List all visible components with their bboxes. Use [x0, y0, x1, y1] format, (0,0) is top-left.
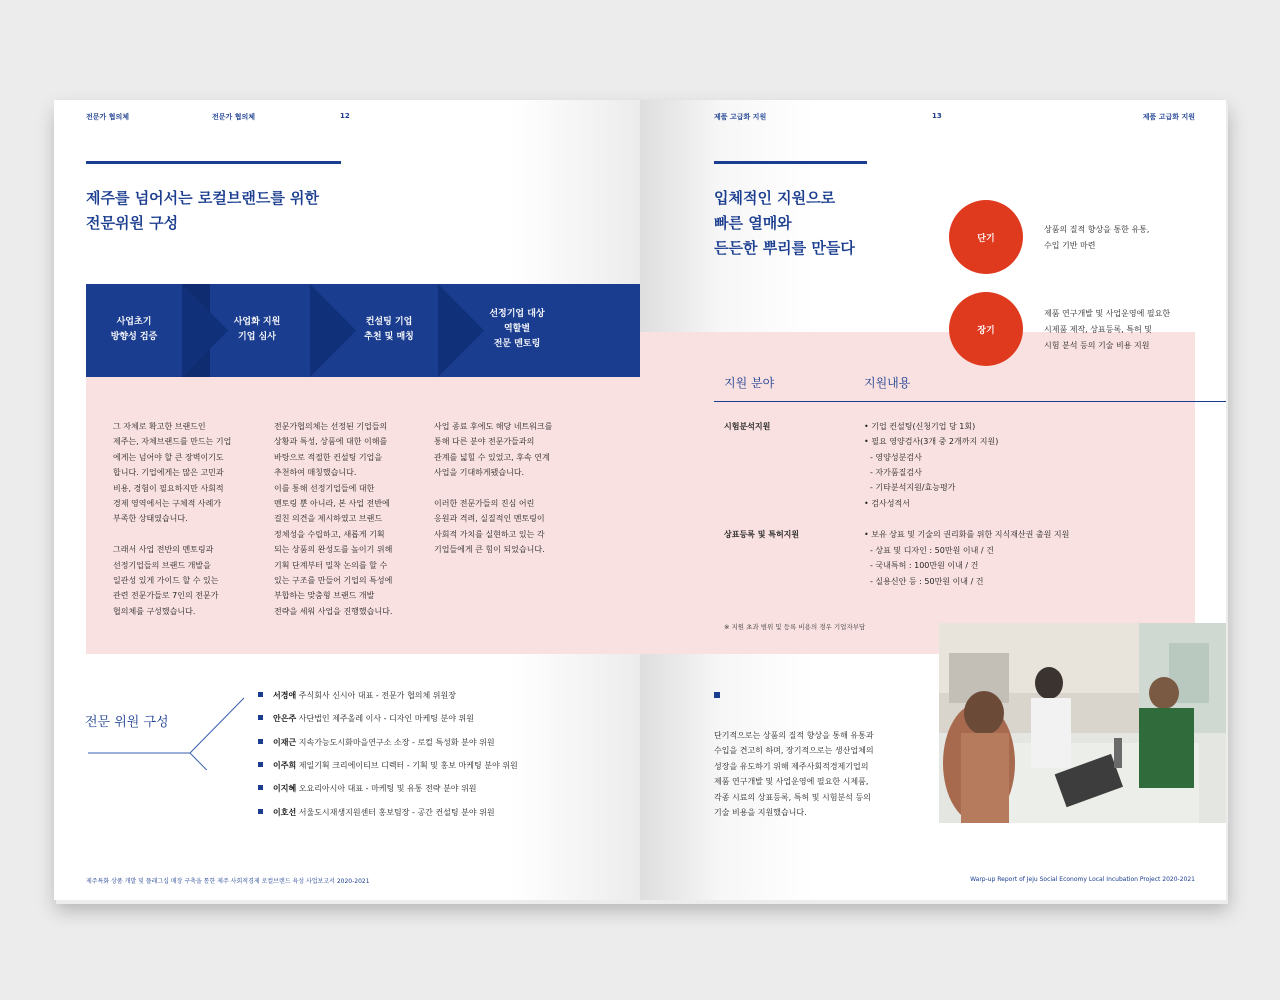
- member-desc: 서울도시재생지원센터 홍보팀장 - 공간 컨설팅 분야 위원: [298, 808, 495, 817]
- long-term-circle: 장기: [949, 292, 1023, 366]
- member-name: 이지혜: [273, 784, 297, 793]
- body-bullet: [714, 692, 720, 698]
- table-head-field: 지원 분야: [724, 376, 775, 390]
- process-step-3-line2: 추천 및 매칭: [364, 332, 414, 342]
- support-item: - 상표 및 디자인 : 50만원 이내 / 건: [870, 546, 994, 555]
- member-bullet: [258, 692, 263, 697]
- member-bullet: [258, 762, 263, 767]
- short-term-text: 상품의 질적 향상을 통한 유통, 수입 기반 마련: [1044, 225, 1150, 250]
- process-step-2-line1: 사업화 지원: [233, 317, 281, 327]
- meeting-photo: [939, 623, 1226, 823]
- member-item: [258, 713, 474, 724]
- process-step-4: [462, 307, 572, 352]
- member-bullet: [258, 715, 263, 720]
- member-item: [258, 690, 456, 701]
- process-step-4-line2: 역할별: [503, 324, 531, 334]
- left-footer: 제주특화 상품 개발 및 플래그십 매장 구축을 통한 제주 사회적경제 로컬브랜드 육성 사업보고서 2020-2021: [86, 878, 370, 885]
- members-title: 전문 위원 구성: [85, 715, 169, 730]
- long-term-text: 제품 연구개발 및 사업운영에 필요한 시제품 제작, 상표등록, 특허 및 시험 분석 등의 기술 비용 지원: [1044, 309, 1171, 350]
- table-head-content: 지원내용: [864, 376, 911, 390]
- process-step-2: [202, 315, 312, 345]
- member-bullet: [258, 739, 263, 744]
- process-flow: [86, 284, 714, 377]
- member-desc: 제일기획 크리에이티브 디렉터 - 기획 및 홍보 마케팅 분야 위원: [298, 761, 518, 770]
- support-item: - 국내특허 : 100만원 이내 / 건: [870, 561, 979, 570]
- left-header-section-mid: 전문가 협의체: [212, 113, 256, 121]
- process-step-3-line1: 컨설팅 기업: [365, 317, 413, 327]
- support-item: • 기업 컨설팅(신청기업 당 1회): [864, 422, 976, 431]
- member-name: 이주희: [273, 761, 297, 770]
- right-title-line3: 든든한 뿌리를 만들다: [714, 239, 855, 257]
- right-page-number: 13: [932, 112, 942, 120]
- support-category: 시험분석지원: [724, 422, 771, 431]
- process-step-3: [334, 315, 444, 345]
- member-desc: 지속가능도시화마을연구소 소장 - 로컬 특성화 분야 위원: [298, 738, 495, 747]
- process-step-4-line3: 전문 멘토링: [493, 339, 541, 349]
- support-category: 상표등록 및 특허지원: [724, 530, 800, 539]
- member-item: [258, 737, 495, 748]
- support-item: - 실용신안 등 : 50만원 이내 / 건: [870, 577, 984, 586]
- support-note: ※ 지원 초과 범위 및 등록 비용의 경우 기업자부담: [724, 623, 866, 631]
- right-title: [714, 186, 855, 261]
- process-step-4-line1: 선정기업 대상: [489, 309, 545, 319]
- left-column-1: 그 자체로 확고한 브랜드인 제주는, 자체브랜드를 만드는 기업 에게는 넘어야 할 큰 장벽이기도 합니다. 기업에게는 많은 고민과 비용, 경험이 필요하지만 사회적 경제 영역에서는 구체적 사례가 부족한 상태였습니다. 그래서 사업 전반의 멘토링과 선정기업들의 브랜드 개발을 일관성 있게 가이드 할 수 있는 관련 전문가들로 7인의 전문가 협의체를 구성했습니다.: [113, 422, 232, 616]
- short-term-circle: 단기: [949, 200, 1023, 274]
- left-column-2: 전문가협의체는 선정된 기업들의 상황과 특성, 상품에 대한 이해를 바탕으로 적절한 컨설팅 기업을 추천하여 매칭했습니다. 이를 통해 선정기업들에 대한 멘토링 뿐 아니라, 본 사업 전반에 걸친 의견을 제시하였고 브랜드 정체성을 수립하고, 새롭게 기획 되는 상품의 완성도를 높이기 위해 기획 단계부터 밀착 논의를 할 수 있는 구조를 만들어 기업의 특성에 부합하는 맞춤형 브랜드 개발 전략을 세워 사업을 진행했습니다.: [274, 422, 393, 616]
- left-column-3: 사업 종료 후에도 해당 네트워크를 통해 다른 분야 전문가들과의 관계를 넓힐 수 있었고, 후속 연계 사업을 기대하게됐습니다. 이러한 전문가들의 진심 어린 응원과 격려, 실질적인 멘토링이 사회적 가치를 실현하고 있는 각 기업들에게 큰 힘이 되었습니다.: [434, 422, 553, 555]
- member-desc: 사단법인 제주올레 이사 - 디자인 마케팅 분야 위원: [298, 714, 474, 723]
- right-header-section-right: 제품 고급화 지원: [1142, 113, 1195, 121]
- member-name: 서경애: [273, 691, 297, 700]
- support-item: • 필요 영양검사(3개 중 2개까지 지원): [864, 437, 999, 446]
- member-name: 안은주: [273, 714, 297, 723]
- process-step-2-line2: 기업 심사: [238, 332, 276, 342]
- meeting-photo-illustration: [939, 623, 1226, 823]
- members-bracket: [86, 690, 246, 770]
- member-desc: 주식회사 신시아 대표 - 전문가 협의체 위원장: [298, 691, 456, 700]
- left-title-bar: [86, 161, 341, 164]
- member-item: [258, 760, 518, 771]
- process-step-1-line1: 사업초기: [116, 317, 152, 327]
- right-footer: Warp-up Report of Jeju Social Economy Local Incubation Project 2020-2021: [970, 876, 1195, 883]
- table-head-rule: [714, 401, 1226, 402]
- support-item: • 검사성적서: [864, 499, 910, 508]
- member-bullet: [258, 785, 263, 790]
- left-title-line1: 제주를 넘어서는 로컬브랜드를 위한: [86, 189, 320, 207]
- right-title-line2: 빠른 열매와: [714, 214, 792, 232]
- member-name: 이호선: [273, 808, 297, 817]
- right-body-text: 단기적으로는 상품의 질적 향상을 통해 유통과 수입을 견고히 하며, 장기적으로는 생산업체의 성장을 유도하기 위해 제주사회적경제기업의 제품 연구개발 및 사업운영에 필요한 시제품, 각종 시료의 상표등록, 특허 및 시험분석 등의 기술 비용을 지원했습니다.: [714, 731, 874, 818]
- support-item: - 자가품질검사: [870, 468, 922, 477]
- member-bullet: [258, 809, 263, 814]
- member-desc: 오요리아시아 대표 - 마케팅 및 유통 전략 분야 위원: [298, 784, 477, 793]
- member-name: 이재근: [273, 738, 297, 747]
- support-item: - 기타분석지원/효능평가: [870, 483, 956, 492]
- support-item: • 보유 상표 및 기술의 권리화를 위한 지식재산권 출원 지원: [864, 530, 1070, 539]
- member-item: [258, 807, 495, 818]
- process-step-1-line2: 방향성 검증: [110, 332, 158, 342]
- right-header-section: 제품 고급화 지원: [714, 113, 767, 121]
- process-step-1: [79, 315, 189, 345]
- support-item: - 영양성분검사: [870, 453, 922, 462]
- right-title-line1: 입체적인 지원으로: [714, 189, 836, 207]
- member-item: [258, 783, 477, 794]
- left-header-section: 전문가 협의체: [86, 113, 130, 121]
- left-page-number: 12: [340, 112, 350, 120]
- right-title-bar: [714, 161, 867, 164]
- left-title-line2: 전문위원 구성: [86, 214, 179, 232]
- left-title: [86, 186, 319, 236]
